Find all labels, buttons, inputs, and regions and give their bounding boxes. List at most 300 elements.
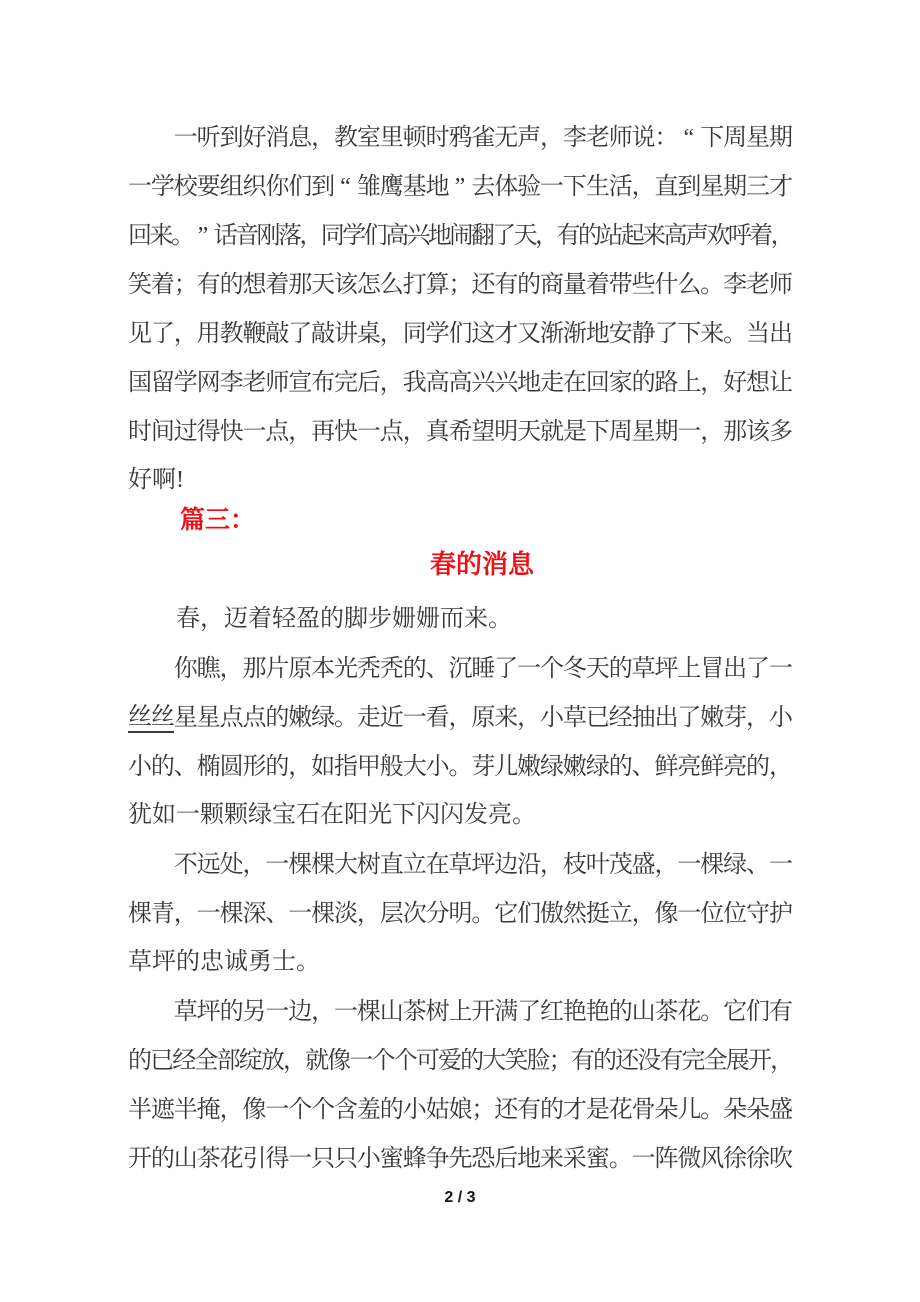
char-cell: 甲	[356, 753, 381, 780]
char-cell: 如	[311, 753, 336, 780]
char-cell: 羞	[356, 1096, 381, 1123]
char-cell: 快	[334, 418, 359, 445]
char-cell: 星	[196, 704, 221, 731]
char-cell: 刚	[256, 222, 281, 249]
char-cell: 盛	[631, 851, 656, 878]
char-cell: ，	[242, 851, 267, 878]
char-cell: ，	[219, 1096, 244, 1123]
char-cell: 一	[768, 655, 793, 682]
char-cell: 坪	[471, 851, 496, 878]
char-cell: 的	[150, 753, 175, 780]
char-cell: 开	[471, 998, 496, 1025]
char-cell: 放	[260, 1047, 285, 1074]
char-cell: 瞧	[196, 655, 221, 682]
char-cell: 青	[150, 900, 175, 927]
char-cell: ，	[631, 173, 656, 200]
body-line	[128, 742, 792, 791]
char-cell: 的	[402, 655, 427, 682]
char-cell: 一	[196, 900, 221, 927]
char-cell: 芽	[723, 704, 748, 731]
char-cell: 老	[746, 271, 771, 298]
char-cell: 不	[173, 851, 198, 878]
char-cell: 有	[494, 271, 519, 298]
char-cell: 还	[471, 271, 496, 298]
char-cell: 起	[620, 222, 645, 249]
body-line	[128, 889, 792, 938]
char-cell: 闹	[449, 222, 474, 249]
char-cell: 来	[540, 1145, 565, 1172]
char-cell: 在	[425, 851, 450, 878]
char-cell: 绿	[311, 704, 336, 731]
char-cell: 的	[577, 222, 602, 249]
char-cell: 坪	[654, 655, 679, 682]
char-cell: 棵	[311, 900, 336, 927]
char-cell: 得	[196, 418, 221, 445]
char-cell: 一	[356, 418, 381, 445]
char-cell: 茶	[654, 998, 679, 1025]
char-cell: 争	[425, 1145, 450, 1172]
char-cell: 小	[356, 1145, 381, 1172]
char-cell: 们	[363, 222, 388, 249]
char-cell: 室	[356, 124, 381, 151]
char-cell: 个	[540, 655, 565, 682]
char-cell: 快	[219, 418, 244, 445]
char-cell: 片	[265, 655, 290, 682]
char-cell: 丝	[151, 703, 174, 733]
char-cell: ，	[356, 900, 381, 927]
char-cell: 好	[723, 369, 748, 396]
char-cell: 兴	[494, 369, 519, 396]
char-cell: 在	[562, 369, 587, 396]
char-cell: 宣	[288, 369, 313, 396]
char-cell: 多	[768, 418, 793, 445]
char-cell: 兴	[471, 369, 496, 396]
char-cell: ，	[311, 998, 336, 1025]
char-cell: 了	[494, 655, 519, 682]
char-cell: 嫩	[288, 704, 313, 731]
body-line	[128, 309, 792, 358]
char-cell: 。	[334, 704, 359, 731]
char-cell: 傲	[540, 900, 565, 927]
char-cell: 枝	[562, 851, 587, 878]
char-cell: 后	[356, 369, 381, 396]
char-cell: 音	[235, 222, 260, 249]
char-cell: 老	[585, 124, 610, 151]
char-cell: 上	[677, 369, 702, 396]
char-cell: 欢	[706, 222, 731, 249]
char-cell: 小	[768, 704, 793, 731]
char-cell: 路	[654, 369, 679, 396]
char-cell: ，	[770, 1047, 795, 1074]
char-cell: 得	[265, 1145, 290, 1172]
char-cell: 期	[723, 173, 748, 200]
char-cell: 的	[265, 704, 290, 731]
char-cell: 层	[379, 900, 404, 927]
char-cell: 算	[425, 271, 450, 298]
char-cell: 已	[150, 1047, 175, 1074]
char-cell: 茂	[608, 851, 633, 878]
char-cell: 花	[219, 1145, 244, 1172]
char-cell: 织	[242, 173, 267, 200]
char-cell: 走	[540, 369, 565, 396]
char-cell: 来	[494, 704, 519, 731]
body-line	[128, 1085, 792, 1134]
char-cell: 亮	[723, 753, 748, 780]
char-cell: 回	[128, 222, 152, 249]
char-cell: 站	[599, 222, 624, 249]
char-cell: 遮	[150, 1096, 175, 1123]
char-cell: 那	[288, 271, 313, 298]
char-cell: 有	[556, 222, 581, 249]
char-cell: 先	[448, 1145, 473, 1172]
char-cell: 秃	[356, 655, 381, 682]
body-line: 草坪的忠诚勇士。	[128, 949, 320, 975]
char-cell: 周	[608, 418, 633, 445]
char-cell: 了	[654, 320, 679, 347]
char-cell	[151, 998, 174, 1026]
char-cell: 部	[216, 1047, 241, 1074]
char-cell: 嫩	[562, 753, 587, 780]
char-cell: 的	[592, 1047, 617, 1074]
char-cell: 没	[637, 1047, 662, 1074]
char-cell: 丝	[128, 703, 151, 733]
char-cell: 。	[170, 222, 195, 249]
char-cell: 沉	[448, 655, 473, 682]
char-cell: 护	[768, 900, 793, 927]
char-cell: 来	[149, 222, 174, 249]
char-cell: 的	[608, 753, 633, 780]
body-line	[128, 1134, 792, 1183]
char-cell: ，	[448, 704, 473, 731]
char-cell: 绿	[585, 753, 610, 780]
char-cell: 只	[334, 1145, 359, 1172]
char-cell: 打	[402, 271, 427, 298]
char-cell: 朵	[654, 1096, 679, 1123]
char-cell: 亮	[677, 753, 702, 780]
char-cell: 艳	[585, 998, 610, 1025]
char-cell: 就	[305, 1047, 330, 1074]
char-cell: 近	[379, 704, 404, 731]
char-cell: 形	[242, 753, 267, 780]
char-cell: 渐	[562, 320, 587, 347]
char-cell: 才	[494, 320, 519, 347]
char-cell: 想	[746, 369, 771, 396]
char-cell: 高	[448, 369, 473, 396]
char-cell: 些	[631, 271, 656, 298]
char-cell: 听	[196, 124, 221, 151]
char-cell: 引	[242, 1145, 267, 1172]
char-cell: 星	[746, 124, 771, 151]
char-cell: 点	[265, 418, 290, 445]
char-cell: 去	[471, 173, 496, 200]
char-cell: 一	[265, 998, 290, 1025]
char-cell: 的	[540, 1096, 565, 1123]
char-cell: 棵	[356, 998, 381, 1025]
char-cell: 全	[703, 1047, 728, 1074]
char-cell: 同	[320, 222, 345, 249]
char-cell: 经	[172, 1047, 197, 1074]
body-line: 好啊!	[128, 467, 184, 493]
char-cell: 红	[540, 998, 565, 1025]
char-cell: 了	[150, 320, 175, 347]
char-cell	[151, 124, 174, 152]
char-cell: 组	[219, 173, 244, 200]
char-cell: 分	[425, 900, 450, 927]
char-cell: 叶	[585, 851, 610, 878]
char-cell: 开	[128, 1145, 152, 1172]
char-cell: 冬	[562, 655, 587, 682]
char-cell: 一	[677, 900, 702, 927]
char-cell: 花	[677, 998, 702, 1025]
char-cell: 个	[393, 1047, 418, 1074]
char-cell: 完	[681, 1047, 706, 1074]
char-cell: 树	[356, 851, 381, 878]
essay-title: 春的消息	[429, 549, 534, 579]
char-cell: ，	[288, 418, 313, 445]
char-cell: 下	[677, 320, 702, 347]
char-cell: ，	[282, 1047, 307, 1074]
char-cell: ；	[548, 1047, 573, 1074]
char-cell: 光	[334, 655, 359, 682]
char-cell: 棵	[311, 851, 336, 878]
char-cell: 嫩	[700, 704, 725, 731]
char-cell	[151, 851, 174, 879]
char-cell: 茶	[402, 998, 427, 1025]
char-cell: 深	[242, 900, 267, 927]
char-cell: 了	[677, 704, 702, 731]
char-cell: 们	[517, 900, 542, 927]
char-cell: 李	[219, 369, 244, 396]
char-cell: 一	[242, 418, 267, 445]
char-cell: 全	[194, 1047, 219, 1074]
body-line	[128, 644, 792, 693]
char-cell: 的	[265, 753, 290, 780]
char-cell: ”	[454, 173, 466, 200]
char-cell: 到	[311, 173, 336, 200]
char-cell: 一	[677, 851, 702, 878]
char-cell: 让	[768, 369, 793, 396]
char-cell: 经	[608, 704, 633, 731]
char-cell: 草	[562, 704, 587, 731]
char-cell: 一	[265, 1096, 290, 1123]
char-cell: 远	[196, 851, 221, 878]
char-cell: 落	[277, 222, 302, 249]
char-cell: ，	[173, 900, 198, 927]
char-cell: 边	[494, 851, 519, 878]
char-cell: 过	[173, 418, 198, 445]
char-cell: 好	[242, 124, 267, 151]
section-heading: 篇三：	[180, 506, 256, 534]
char-cell: 鲜	[654, 753, 679, 780]
char-cell: 的	[631, 369, 656, 396]
char-cell: 地	[585, 320, 610, 347]
char-cell: 山	[631, 998, 656, 1025]
body-line	[128, 358, 792, 407]
char-cell: 上	[677, 655, 702, 682]
char-cell: 声	[684, 222, 709, 249]
char-cell: 娘	[448, 1096, 473, 1123]
char-cell: 恐	[471, 1145, 496, 1172]
char-cell: 然	[562, 900, 587, 927]
char-cell: 教	[219, 320, 244, 347]
char-cell: “	[340, 173, 351, 200]
char-cell: 大	[334, 851, 359, 878]
char-cell: 淡	[334, 900, 359, 927]
char-cell: 们	[288, 173, 313, 200]
char-cell: ；	[471, 1096, 496, 1123]
char-cell: 上	[448, 998, 473, 1025]
char-cell: 一	[128, 173, 152, 200]
char-cell: ，	[535, 222, 560, 249]
char-cell: 静	[631, 320, 656, 347]
char-cell: 微	[677, 1145, 702, 1172]
char-cell: 们	[448, 320, 473, 347]
char-cell: 蜜	[379, 1145, 404, 1172]
char-cell: ；	[448, 271, 473, 298]
char-cell: 下	[585, 418, 610, 445]
char-cell: 棵	[128, 900, 152, 927]
char-cell: 小	[540, 704, 565, 731]
char-cell: 草	[631, 655, 656, 682]
char-cell: 风	[700, 1145, 725, 1172]
char-cell: 次	[402, 900, 427, 927]
char-cell: ，	[379, 320, 404, 347]
char-cell: 一	[677, 418, 702, 445]
char-cell: 圆	[219, 753, 244, 780]
char-cell: 采	[562, 1145, 587, 1172]
char-cell: 山	[173, 1145, 198, 1172]
char-cell: 鹰	[379, 173, 404, 200]
char-cell: 星	[173, 704, 198, 731]
char-cell: 芽	[471, 753, 496, 780]
char-cell: 家	[608, 369, 633, 396]
char-cell: 的	[128, 1047, 152, 1074]
char-cell: 是	[562, 418, 587, 445]
char-cell: 它	[723, 998, 748, 1025]
char-cell: 明	[494, 418, 519, 445]
char-cell: 个	[371, 1047, 396, 1074]
char-cell: 鞭	[242, 320, 267, 347]
char-cell: 守	[746, 900, 771, 927]
char-cell: ；	[173, 271, 198, 298]
char-cell: ，	[219, 655, 244, 682]
char-cell: 一	[265, 851, 290, 878]
char-cell: 原	[288, 655, 313, 682]
char-cell: 雀	[471, 124, 496, 151]
char-cell: 另	[242, 998, 267, 1025]
char-cell: 才	[562, 1096, 587, 1123]
char-cell: 徐	[723, 1145, 748, 1172]
char-cell: ，	[746, 704, 771, 731]
char-cell: 本	[311, 655, 336, 682]
char-cell: 徐	[746, 1145, 771, 1172]
char-cell: 。	[448, 753, 473, 780]
char-cell: 姑	[425, 1096, 450, 1123]
char-cell: 。	[608, 1145, 633, 1172]
body-line: 春，迈着轻盈的脚步姗姗而来。	[128, 606, 512, 632]
char-cell: 李	[562, 124, 587, 151]
char-cell: 指	[334, 753, 359, 780]
char-cell: 星	[631, 418, 656, 445]
char-cell: 高	[663, 222, 688, 249]
char-cell: 我	[402, 369, 427, 396]
char-cell: 点	[242, 704, 267, 731]
char-cell: 到	[219, 124, 244, 151]
char-cell: 。	[700, 1096, 725, 1123]
char-cell: 开	[747, 1047, 772, 1074]
char-cell: 半	[128, 1096, 152, 1123]
char-cell: ，	[299, 222, 324, 249]
char-cell: 渐	[540, 320, 565, 347]
char-cell: 桌	[356, 320, 381, 347]
char-cell: 了	[288, 320, 313, 347]
char-cell: 望	[471, 418, 496, 445]
char-cell: 骨	[631, 1096, 656, 1123]
char-cell: 一	[517, 655, 542, 682]
char-cell: 有	[768, 998, 793, 1025]
char-cell: 。	[700, 271, 725, 298]
char-cell: 无	[494, 124, 519, 151]
char-cell: 草	[448, 851, 473, 878]
char-cell: 绽	[238, 1047, 263, 1074]
char-cell: 周	[723, 124, 748, 151]
char-cell: 绿	[540, 753, 565, 780]
char-cell: 大	[482, 1047, 507, 1074]
char-cell: 盛	[768, 1096, 793, 1123]
char-cell: ”	[197, 222, 209, 249]
char-cell: 一	[288, 1145, 313, 1172]
char-cell: 学	[173, 369, 198, 396]
char-cell: 明	[448, 900, 473, 927]
char-cell: 高	[385, 222, 410, 249]
char-cell: 看	[425, 704, 450, 731]
char-cell: 茶	[196, 1145, 221, 1172]
char-cell: 老	[242, 369, 267, 396]
char-cell: “	[683, 124, 695, 151]
char-cell: 量	[562, 271, 587, 298]
char-cell: 出	[723, 655, 748, 682]
char-cell: 着	[749, 222, 774, 249]
char-cell: 大	[402, 753, 427, 780]
char-cell: 讲	[334, 320, 359, 347]
char-cell: 话	[213, 222, 238, 249]
char-cell: 的	[608, 655, 633, 682]
char-cell: 到	[677, 173, 702, 200]
char-cell: 一	[349, 1047, 374, 1074]
char-cell: 的	[746, 753, 771, 780]
char-cell: 敲	[311, 320, 336, 347]
body-line	[128, 211, 795, 260]
char-cell: 一	[768, 851, 793, 878]
char-cell: 脸	[526, 1047, 551, 1074]
char-cell: 位	[723, 900, 748, 927]
char-cell: 了	[517, 998, 542, 1025]
char-cell: 位	[700, 900, 725, 927]
char-cell: 就	[540, 418, 565, 445]
char-cell: 学	[342, 222, 367, 249]
body-line	[128, 407, 792, 456]
char-cell: 一	[173, 124, 198, 151]
char-cell: 有	[659, 1047, 684, 1074]
char-cell: 嫩	[517, 753, 542, 780]
char-cell: 真	[425, 418, 450, 445]
char-cell: 你	[265, 173, 290, 200]
char-cell	[151, 655, 174, 683]
char-cell: 、	[173, 753, 198, 780]
char-cell: 的	[150, 1145, 175, 1172]
char-cell: 天	[311, 271, 336, 298]
char-cell: 、	[425, 655, 450, 682]
